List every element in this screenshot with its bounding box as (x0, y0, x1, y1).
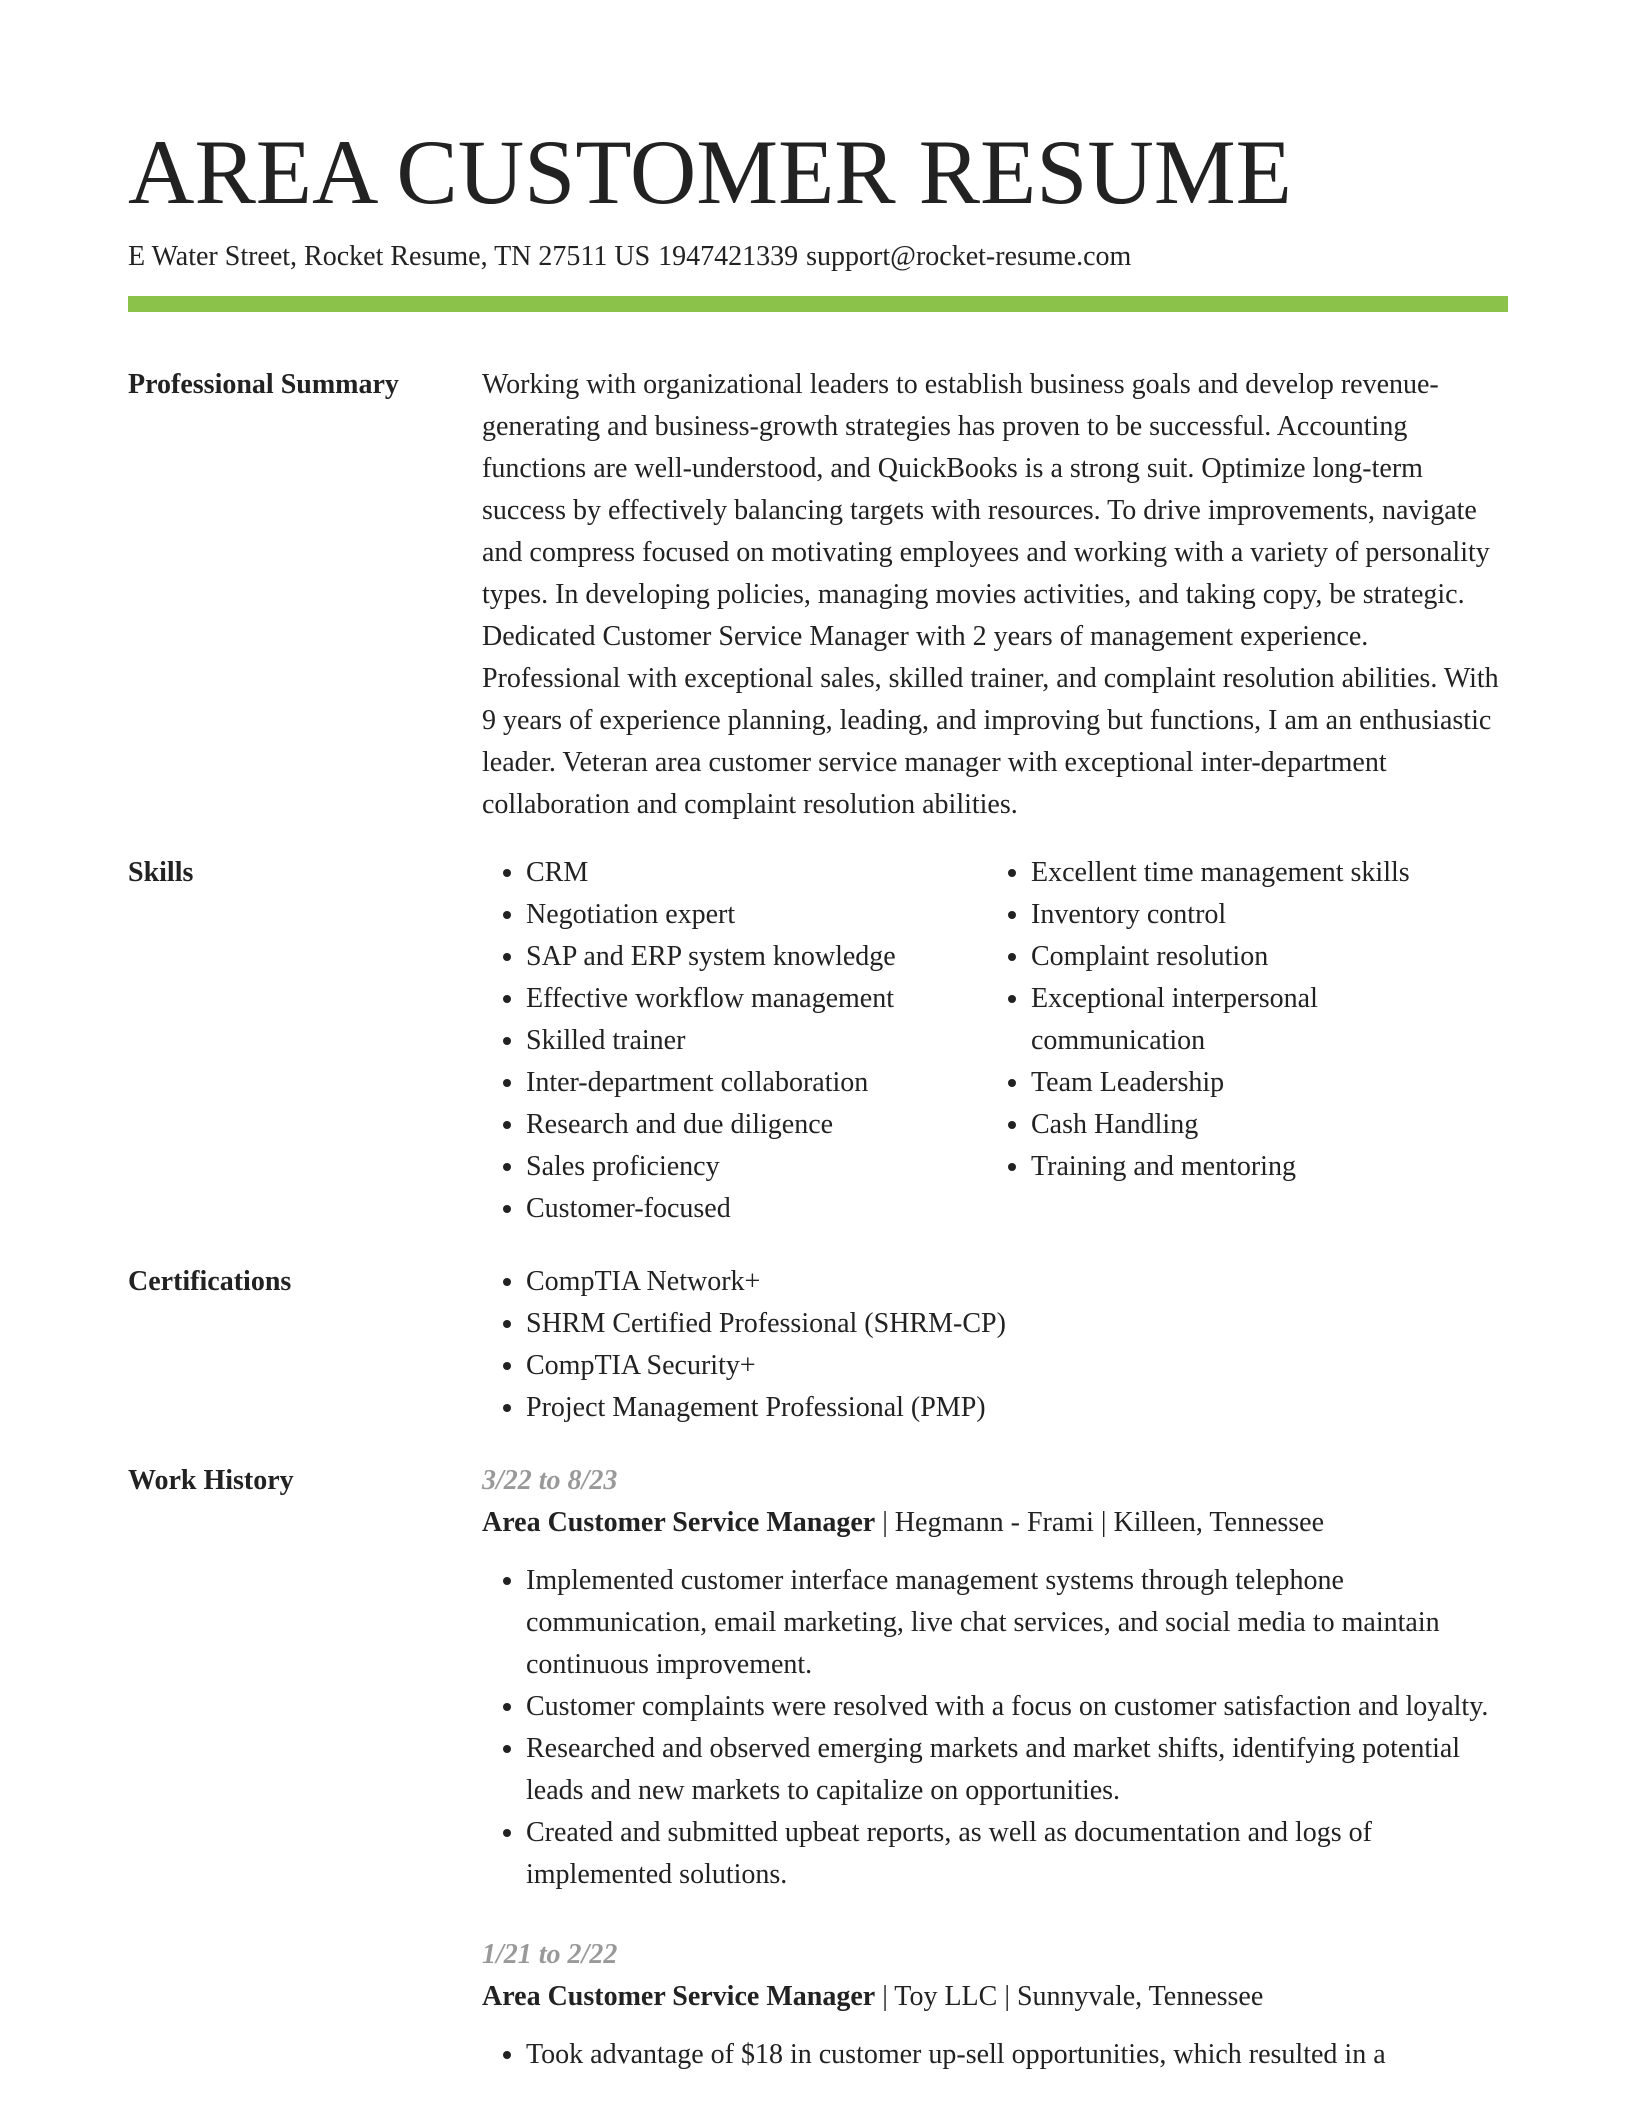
job-bullet: • Customer complaints were resolved with a focus on customer satisfaction and loyalty. (526, 1686, 1508, 1728)
contact-email: support@rocket-resume.com (806, 241, 1132, 272)
job-bullets (482, 2034, 1508, 2076)
job-role: Area Customer Service Manager (482, 1507, 876, 1538)
skill-item: • Customer-focused (526, 1188, 987, 1230)
skill-item: • Cash Handling (1031, 1104, 1497, 1146)
skills-body (482, 852, 1508, 1230)
job-dates: 3/22 to 8/23 (482, 1465, 618, 1496)
job-company: Toy LLC (894, 1981, 998, 2012)
skill-item: • CRM (526, 852, 987, 894)
separator: | (1004, 1981, 1010, 2012)
certifications-list (482, 1261, 1508, 1429)
skill-item: • Complaint resolution (1031, 936, 1497, 978)
skills-label: Skills (128, 857, 194, 888)
skill-item: • SAP and ERP system knowledge (526, 936, 987, 978)
job-entry (482, 1934, 1508, 2076)
skill-item: • Sales proficiency (526, 1146, 987, 1188)
job-role: Area Customer Service Manager (482, 1981, 876, 2012)
job-bullets (482, 1560, 1508, 1896)
separator: | (1100, 1507, 1107, 1538)
work-history-section (128, 1460, 1508, 2104)
work-history-body (482, 1460, 1508, 2104)
skills-list-left (482, 852, 987, 1230)
resume-page (128, 0, 1508, 2104)
job-bullet: • Took advantage of $18 in customer up-sell opportunities, which resulted in a (526, 2034, 1508, 2076)
contact-line (128, 240, 1508, 274)
skills-list-right (987, 852, 1497, 1230)
summary-body (482, 364, 1508, 826)
contact-address: E Water Street, Rocket Resume, TN 27511 US (128, 241, 651, 272)
job-location: Killeen, Tennessee (1113, 1507, 1325, 1538)
contact-phone: 1947421339 (658, 241, 799, 272)
certification-item: • SHRM Certified Professional (SHRM-CP) (526, 1303, 1508, 1345)
certification-item: • CompTIA Network+ (526, 1261, 1508, 1303)
job-company: Hegmann - Frami (894, 1507, 1094, 1538)
job-dates: 1/21 to 2/22 (482, 1939, 618, 1970)
job-heading (482, 1976, 1508, 2018)
certifications-body (482, 1261, 1508, 1429)
skill-item: • Training and mentoring (1031, 1146, 1497, 1188)
skills-columns (482, 852, 1508, 1230)
skill-item: • Research and due diligence (526, 1104, 987, 1146)
skill-item: • Inventory control (1031, 894, 1497, 936)
certifications-section (128, 1261, 1508, 1429)
job-entry (482, 1460, 1508, 1896)
certification-item: • CompTIA Security+ (526, 1345, 1508, 1387)
skill-item: • Effective workflow management (526, 978, 987, 1020)
summary-section (128, 364, 1508, 826)
job-bullet: • Researched and observed emerging markets and market shifts, identifying potential leads and new markets to capitalize on opportunities. (526, 1728, 1508, 1812)
summary-text: Working with organizational leaders to establish business goals and develop revenue-generating and business-growth strategies has proven to be successful. Accounting functions are well-understood, and QuickBooks is a strong suit. Optimize long-term success by effectively balancing targets with resources. To drive improvements, navigate and compress focused on motivating employees and working with a variety of personality types. In developing policies, managing movies activities, and taking copy, be strategic. Dedicated Customer Service Manager with 2 years of management experience. Professional with exceptional sales, skilled trainer, and complaint resolution abilities. With 9 years of experience planning, leading, and improving but functions, I am an enthusiastic leader. Veteran area customer service manager with exceptional inter-department collaboration and complaint resolution abilities. (482, 369, 1499, 820)
separator: | (882, 1507, 888, 1538)
job-heading (482, 1502, 1508, 1544)
separator: | (882, 1981, 888, 2012)
certification-item: • Project Management Professional (PMP) (526, 1387, 1508, 1429)
job-bullet: • Implemented customer interface management systems through telephone communication, email marketing, live chat services, and social media to maintain continuous improvement. (526, 1560, 1508, 1686)
skill-item: • Exceptional interpersonal communication (1031, 978, 1497, 1062)
skill-item: • Skilled trainer (526, 1020, 987, 1062)
skill-item: • Negotiation expert (526, 894, 987, 936)
summary-label: Professional Summary (128, 369, 399, 400)
job-bullet: • Created and submitted upbeat reports, as well as documentation and logs of implemented solutions. (526, 1812, 1508, 1896)
skill-item: • Team Leadership (1031, 1062, 1497, 1104)
skill-item: • Excellent time management skills (1031, 852, 1497, 894)
job-location: Sunnyvale, Tennessee (1016, 1981, 1264, 2012)
skill-item: • Inter-department collaboration (526, 1062, 987, 1104)
skills-section (128, 852, 1508, 1230)
resume-name: AREA CUSTOMER RESUME (128, 121, 1292, 223)
certifications-label: Certifications (128, 1266, 292, 1297)
work-history-label: Work History (128, 1465, 294, 1496)
header-divider (128, 296, 1508, 312)
